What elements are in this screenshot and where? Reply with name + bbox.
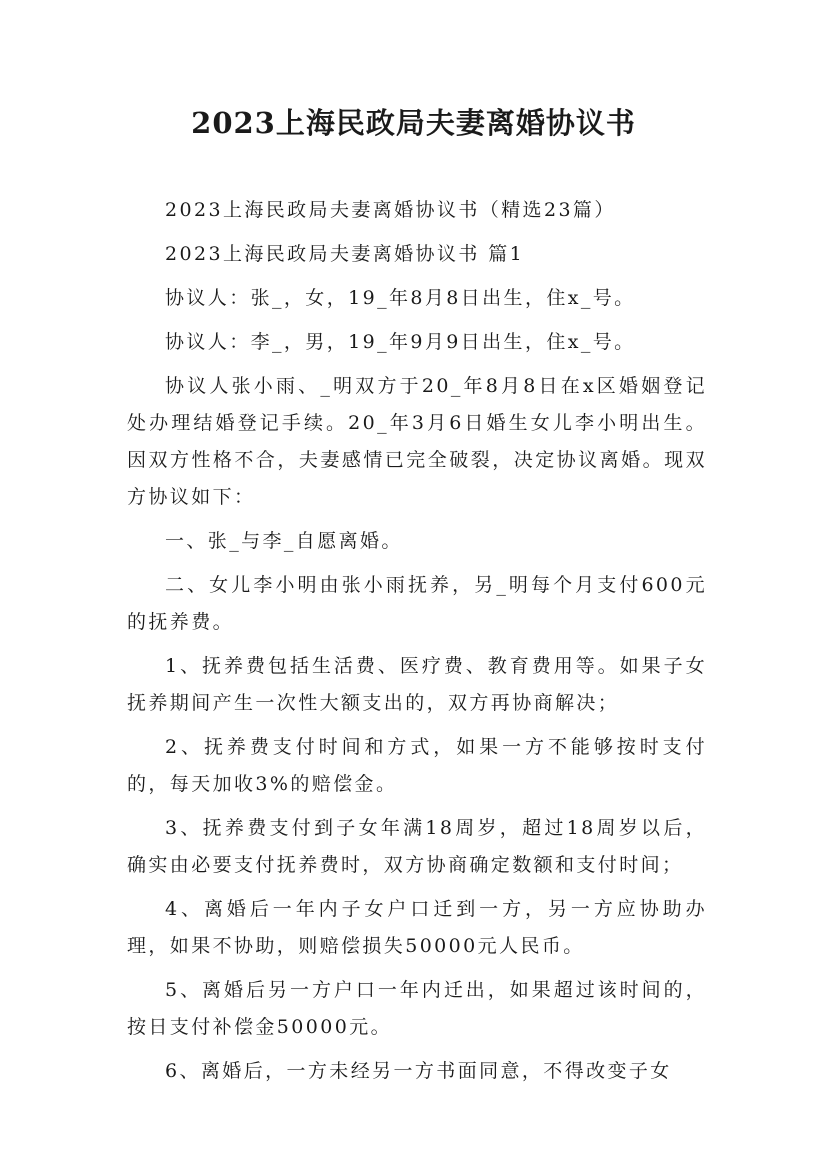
paragraph-item-3: 3、抚养费支付到子女年满18周岁，超过18周岁以后，确实由必要支付抚养费时，双方协商确定数额和支付时间； (127, 817, 707, 876)
paragraph-party-a: 协议人：张_，女，19_年8月8日出生，住x_号。 (165, 287, 636, 309)
paragraph-item-1: 1、抚养费包括生活费、医疗费、教育费用等。如果子女抚养期间产生一次性大额支出的，双方再协商解决； (127, 655, 707, 714)
paragraph-clause-2: 二、女儿李小明由张小雨抚养，另_明每个月支付600元的抚养费。 (127, 574, 707, 633)
paragraph-party-b: 协议人：李_，男，19_年9月9日出生，住x_号。 (165, 331, 636, 353)
paragraph-item-4: 4、离婚后一年内子女户口迁到一方，另一方应协助办理，如果不协助，则赔偿损失50000元人民币。 (127, 898, 707, 957)
paragraph-item-2: 2、抚养费支付时间和方式，如果一方不能够按时支付的，每天加收3%的赔偿金。 (127, 736, 707, 795)
paragraph-section-heading: 2023上海民政局夫妻离婚协议书 篇1 (165, 243, 525, 265)
document-title: 2023上海民政局夫妻离婚协议书 (191, 106, 636, 140)
paragraph-subtitle: 2023上海民政局夫妻离婚协议书（精选23篇） (165, 199, 616, 221)
document-body (127, 192, 707, 1097)
paragraph-clause-1: 一、张_与李_自愿离婚。 (165, 530, 403, 552)
paragraph-item-6: 6、离婚后，一方未经另一方书面同意，不得改变子女 (165, 1060, 672, 1082)
paragraph-background: 协议人张小雨、_明双方于20_年8月8日在x区婚姻登记处办理结婚登记手续。20_年3月6日婚生女儿李小明出生。因双方性格不合，夫妻感情已完全破裂，决定协议离婚。现双方协议如下： (127, 375, 707, 508)
paragraph-item-5: 5、离婚后另一方户口一年内迁出，如果超过该时间的，按日支付补偿金50000元。 (127, 979, 707, 1038)
